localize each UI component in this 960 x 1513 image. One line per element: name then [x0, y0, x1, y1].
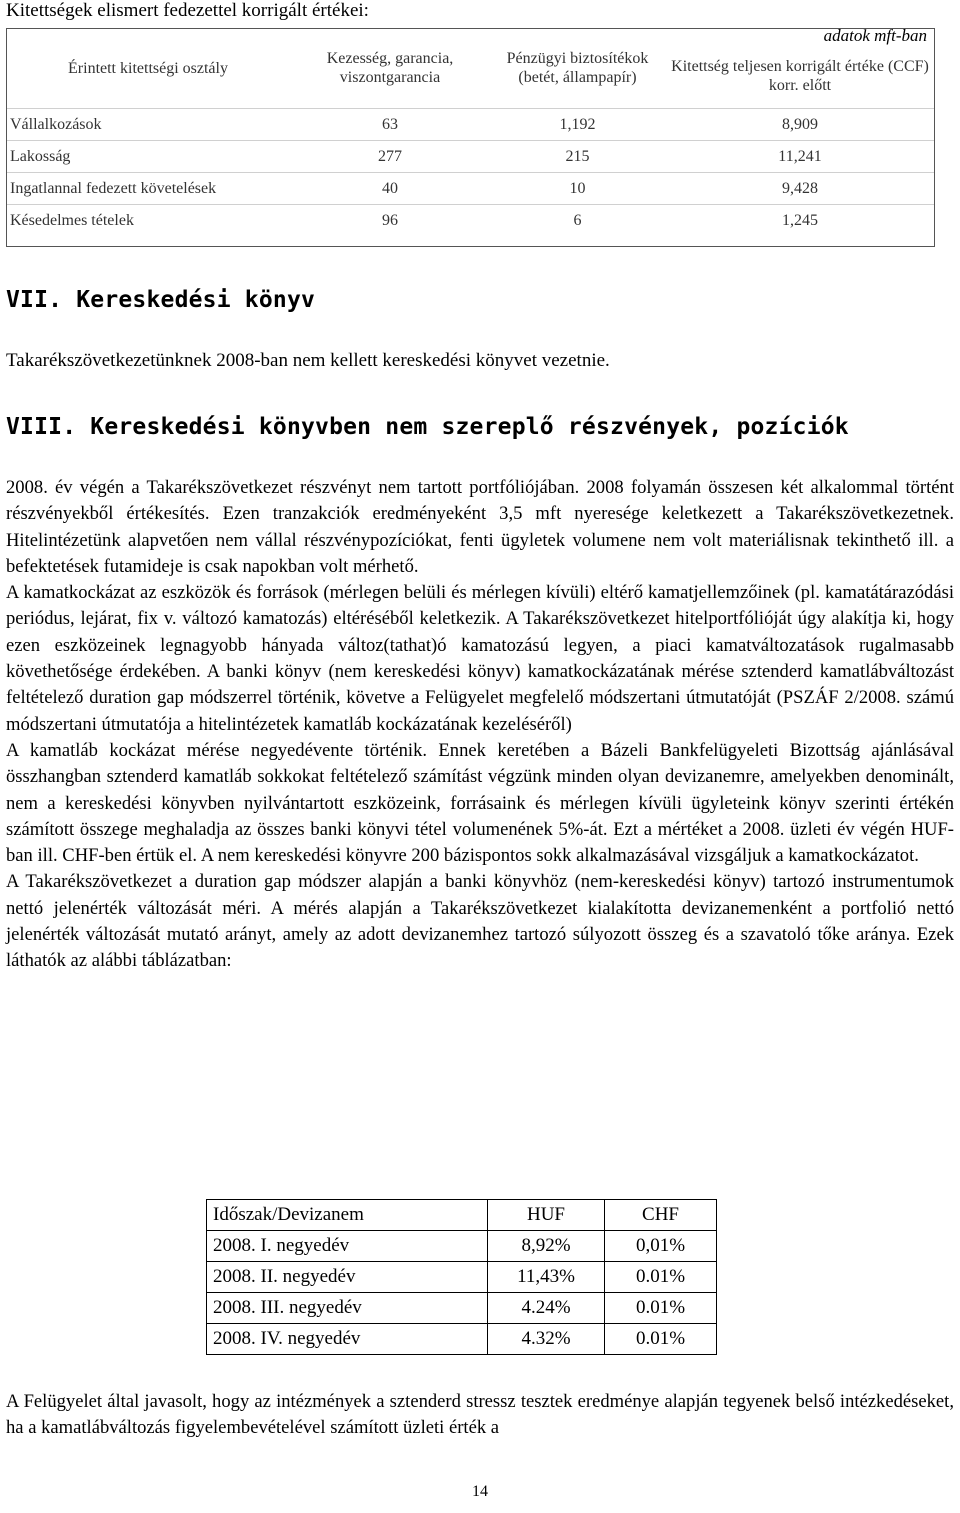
table-cell: 11,43%	[488, 1262, 605, 1293]
rate-table-header	[207, 1200, 717, 1231]
paragraph: 2008. év végén a Takarékszövetkezet részvényt nem tartott portfóliójában. 2008 folyamán összesen két alkalommal történt részvényekből értékesítés. Ezen tranzakciók eredményeként 3,5 mft nyeresége keletkezett a Takarékszövetkezetnek. Hitelintézetünk alapvetően nem vállal részvénypozíciókat, fenti ügyletek volumene nem volt materiálisnak tekinthető ill. a befektetések futamideje is csak napokban volt mérhető.	[6, 477, 954, 577]
table-cell: 6	[490, 205, 665, 237]
section-viii-heading: VIII. Kereskedési könyvben nem szereplő részvények, pozíciók	[6, 414, 849, 440]
table-cell: 8,909	[665, 109, 935, 141]
header-cell: CHF	[605, 1200, 717, 1231]
table-cell: 63	[290, 109, 490, 141]
rate-table	[206, 1199, 717, 1355]
table-cell: 0.01%	[605, 1262, 717, 1293]
table-cell: 1,245	[665, 205, 935, 237]
section-vii-text: Takarékszövetkezetünknek 2008-ban nem kellett kereskedési könyvet vezetnie.	[6, 350, 610, 371]
table-row	[207, 1231, 717, 1262]
table-row	[207, 1262, 717, 1293]
page-number: 14	[472, 1483, 488, 1500]
table-cell: 2008. III. negyedév	[207, 1293, 488, 1324]
table-cell: 0.01%	[605, 1324, 717, 1355]
table-cell: 1,192	[490, 109, 665, 141]
table-cell: 8,92%	[488, 1231, 605, 1262]
table-cell: 96	[290, 205, 490, 237]
table-row	[6, 205, 935, 237]
table-cell: Ingatlannal fedezett követelések	[6, 173, 290, 205]
table-cell: 0.01%	[605, 1293, 717, 1324]
unit-note: adatok mft-ban	[823, 26, 927, 45]
table-cell: 2008. IV. negyedév	[207, 1324, 488, 1355]
table-cell: 11,241	[665, 141, 935, 173]
header-cell: Pénzügyi biztosítékok (betét, állampapír)	[506, 50, 649, 86]
exposure-table-title: Kitettségek elismert fedezettel korrigált értékei:	[6, 0, 369, 21]
table-row	[6, 141, 935, 173]
table-cell: Vállalkozások	[6, 109, 290, 141]
exposure-table-header	[6, 28, 935, 109]
paragraph: A kamatláb kockázat mérése negyedévente történik. Ennek keretében a Bázeli Bankfelügyeleti Bizottság ajánlásával összhangban sztenderd kamatláb sokkokat feltételező számítást végzünk minden olyan devizanemre, amelyekben denominált, nem a kereskedési könyvben nyilvántartott eszközeink, forrásaink és mérlegen kívüli ügyleteink könyv szerinti értékén számított összege meghaladja az összes banki könyvi tétel volumenének 5%-át. Ezt a mértéket a 2008. üzleti év végén HUF-ban ill. CHF-ben értük el. A nem kereskedési könyvre 200 bázispontos sokk alkalmazásával vizsgáljuk a kamatkockázatot.	[6, 739, 954, 867]
table-cell: 0,01%	[605, 1231, 717, 1262]
closing-paragraph: A Felügyelet által javasolt, hogy az intézmények a sztenderd stressz tesztek eredménye alapján tegyenek belső intézkedéseket, ha a kamatlábváltozás figyelembevételével számított üzleti érték a	[6, 1391, 954, 1439]
paragraph: A kamatkockázat az eszközök és források (mérlegen belüli és mérlegen kívüli) eltérő kamatjellemzőinek (pl. kamatátárazódási periódus, lejárat, fix v. változó kamatozás) eltéréséből keletkezik. A Takarékszövetkezet hitelportfólióját úgy alakítja ki, hogy ezen eszközeinek legnagyobb hányada változ(tathat)ó kamatozású legyen, a piaci kamatváltozatások rugalmasabb követhetősége érdekében. A banki könyv (nem kereskedési könyv) kamatkockázatának mérése sztenderd kamatlábváltozást feltételező duration gap módszerrel történik, követve a Felügyelet megfelelő módszertani útmutatóját (PSZÁF 2/2008. számú módszertani útmutatója a hitelintézetek kamatláb kockázatának kezeléséről)	[6, 582, 954, 735]
table-cell: 215	[490, 141, 665, 173]
table-cell: Lakosság	[6, 141, 290, 173]
table-cell: Késedelmes tételek	[6, 205, 290, 237]
paragraph: A Takarékszövetkezet a duration gap módszer alapján a banki könyvhöz (nem-kereskedési könyv) tartozó instrumentumok nettó jelenérték változását méri. A mérés alapján a Takarékszövetkezet kialakította devizanemenként a portfolió nettó jelenérték változását mutató arányt, amely az adott devizanemhez tartozó súlyozott összeg és a szavatoló tőke aránya. Ezek láthatók az alábbi táblázatban:	[6, 871, 954, 972]
header-cell-ccf	[665, 28, 935, 109]
table-cell: 10	[490, 173, 665, 205]
header-cell-text: Kitettség teljesen korrigált értéke (CCF) korr. előtt	[671, 58, 929, 94]
table-row	[207, 1324, 717, 1355]
table-row	[6, 173, 935, 205]
table-row	[6, 109, 935, 141]
table-cell: 4.32%	[488, 1324, 605, 1355]
table-cell: 277	[290, 141, 490, 173]
header-cell: Kezesség, garancia, viszontgarancia	[326, 50, 454, 86]
table-row	[207, 1293, 717, 1324]
exposure-table	[6, 28, 935, 236]
table-cell: 40	[290, 173, 490, 205]
header-cell: Érintett kitettségi osztály	[68, 59, 228, 77]
table-cell: 2008. I. negyedév	[207, 1231, 488, 1262]
section-viii-body	[6, 475, 954, 975]
header-cell: Időszak/Devizanem	[207, 1200, 488, 1231]
table-cell: 9,428	[665, 173, 935, 205]
table-cell: 2008. II. negyedév	[207, 1262, 488, 1293]
table-cell: 4.24%	[488, 1293, 605, 1324]
header-cell: HUF	[488, 1200, 605, 1231]
section-vii-heading: VII. Kereskedési könyv	[6, 287, 316, 313]
